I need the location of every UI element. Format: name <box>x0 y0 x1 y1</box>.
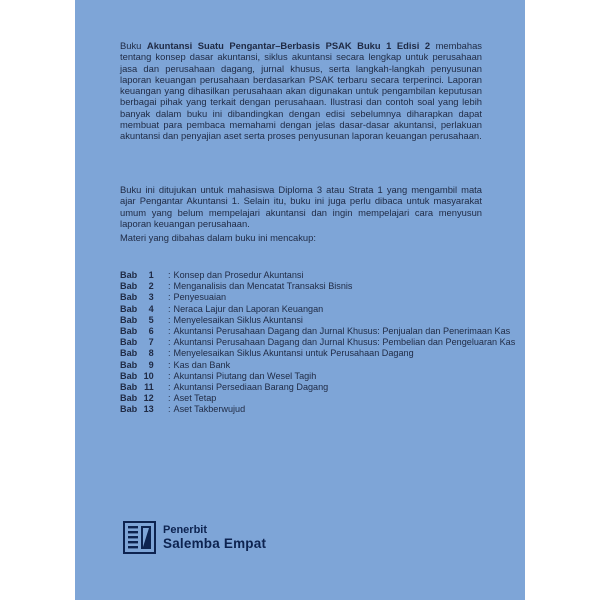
intro-pre: Buku <box>120 40 147 51</box>
chapter-title: Kas dan Bank <box>173 359 231 370</box>
chapter-title: Aset Takberwujud <box>173 404 246 415</box>
chapter-separator: : <box>168 370 171 381</box>
chapter-item <box>120 382 500 393</box>
chapter-item <box>120 304 500 315</box>
book-title: Akuntansi Suatu Pengantar–Berbasis PSAK Buku 1 Edisi 2 <box>146 40 431 51</box>
chapter-separator: : <box>168 326 171 337</box>
chapter-item <box>120 393 500 404</box>
chapter-item <box>120 348 500 359</box>
chapter-title: Konsep dan Prosedur Akuntansi <box>173 270 304 280</box>
chapter-number: Bab 12 <box>120 393 154 404</box>
chapter-item <box>120 360 500 371</box>
chapter-item <box>120 292 500 303</box>
chapter-title: Penyesuaian <box>173 292 227 303</box>
chapter-separator: : <box>168 359 171 370</box>
chapter-title: Akuntansi Perusahaan Dagang dan Jurnal Khusus: Pembelian dan Pengeluaran Kas <box>173 337 516 348</box>
chapter-title: Menyelesaikan Siklus Akuntansi untuk Perusahaan Dagang <box>173 348 414 359</box>
chapter-item <box>120 281 500 292</box>
chapter-number: Bab 9 <box>120 359 154 370</box>
publisher-line2: Salemba Empat <box>163 535 267 551</box>
chapter-number: Bab 10 <box>120 370 154 381</box>
chapter-number: Bab 5 <box>120 314 154 325</box>
intro-paragraph <box>120 40 482 142</box>
chapter-number: Bab 8 <box>120 348 154 359</box>
publisher-block <box>123 521 266 554</box>
chapter-title: Akuntansi Persediaan Barang Dagang <box>173 382 329 393</box>
chapter-number: Bab 13 <box>120 404 154 415</box>
back-cover <box>75 0 525 600</box>
chapter-separator: : <box>168 348 171 359</box>
chapter-title: Menyelesaikan Siklus Akuntansi <box>173 314 303 325</box>
audience-paragraph: Buku ini ditujukan untuk mahasiswa Diploma 3 atau Strata 1 yang mengambil mata ajar Pengantar Akuntansi 1. Selain itu, buku ini juga perlu dibaca untuk masyarakat umum yang belum mempelajari akuntansi dan ingin mempelajari cara menyusun laporan keuangan perusahaan. <box>120 184 482 229</box>
chapter-separator: : <box>168 393 171 404</box>
intro-rest: membahas tentang konsep dasar akuntansi, siklus akuntansi secara lengkap untuk perusahaan jasa dan perusahaan dagang, jurnal khusus, serta langkah-langkah penyusunan laporan keuangan perusahaan berdasarkan PSAK terbaru secara terperinci. Laporan keuangan yang dihasilkan perusahaan akan digunakan untuk pengambilan keputusan berbagai pihak yang terkait dengan perusahaan. Ilustrasi dan contoh soal yang lebih banyak dalam buku ini dibandingkan dengan edisi sebelumnya diharapkan dapat membuat para pembaca memahami dengan jelas dasar-dasar akuntansi, perlakuan akuntansi dan penyajian aset serta proses penyusunan laporan keuangan perusahaan. <box>120 40 482 142</box>
chapter-number: Bab 1 <box>120 270 154 280</box>
chapter-number: Bab 2 <box>120 281 154 292</box>
chapter-item <box>120 337 516 348</box>
chapter-separator: : <box>168 404 171 415</box>
chapter-separator: : <box>168 292 171 303</box>
publisher-line1: Penerbit <box>163 523 208 536</box>
chapter-item <box>120 326 511 337</box>
chapter-title: Aset Tetap <box>173 393 217 404</box>
chapter-item <box>120 315 500 326</box>
chapter-title: Akuntansi Piutang dan Wesel Tagih <box>173 370 317 381</box>
chapter-list <box>120 270 516 416</box>
chapter-item <box>120 270 500 281</box>
contents-intro: Materi yang dibahas dalam buku ini mencakup: <box>120 232 316 243</box>
publisher-name <box>163 525 266 551</box>
chapter-number: Bab 3 <box>120 292 154 303</box>
chapter-separator: : <box>168 337 171 348</box>
chapter-item <box>120 371 500 382</box>
chapter-separator: : <box>168 303 171 314</box>
chapter-number: Bab 4 <box>120 303 154 314</box>
chapter-item <box>120 404 500 415</box>
chapter-separator: : <box>168 281 171 292</box>
chapter-title: Menganalisis dan Mencatat Transaksi Bisnis <box>173 281 353 292</box>
chapter-separator: : <box>168 314 171 325</box>
chapter-separator: : <box>168 270 171 280</box>
chapter-number: Bab 11 <box>120 382 154 393</box>
chapter-number: Bab 6 <box>120 326 154 337</box>
chapter-title: Neraca Lajur dan Laporan Keuangan <box>173 303 324 314</box>
chapter-number: Bab 7 <box>120 337 154 348</box>
publisher-logo-icon <box>123 521 156 554</box>
chapter-separator: : <box>168 382 171 393</box>
chapter-title: Akuntansi Perusahaan Dagang dan Jurnal Khusus: Penjualan dan Penerimaan Kas <box>173 326 511 337</box>
